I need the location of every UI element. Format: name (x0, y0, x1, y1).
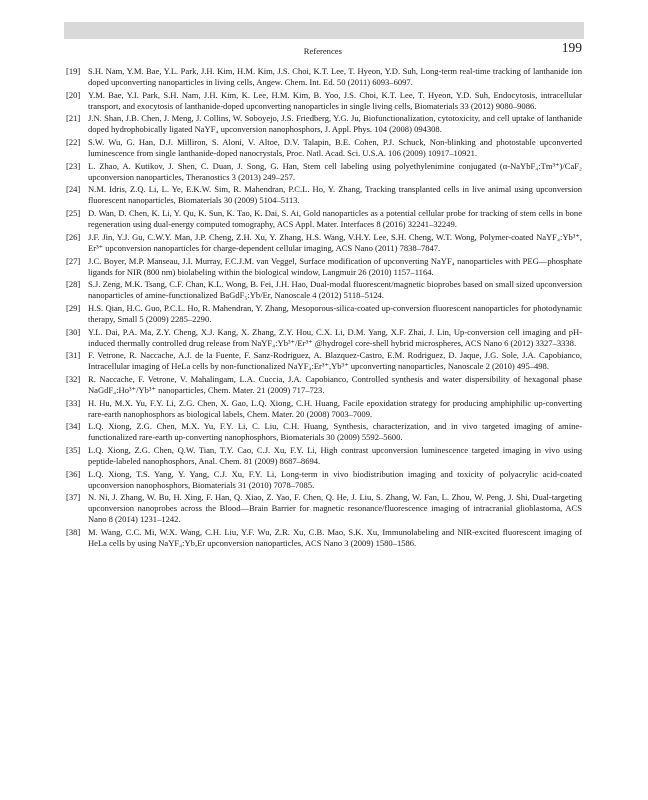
reference-entry (66, 421, 582, 443)
reference-text: L. Zhao, A. Kutikov, J. Shen, C. Duan, J. Song, G. Han, Stem cell labeling using polyethylenimine conjugated (α-NaYbF₄:Tm³⁺)/CaF₂ upconversion nanoparticles, Theranostics 3 (2013) 249–257. (88, 160, 582, 182)
reference-entry (66, 327, 582, 349)
reference-text: F. Vetrone, R. Naccache, A.J. de la Fuente, F. Sanz-Rodriguez, A. Blazquez-Castro, E.M. Rodriguez, D. Jaque, J.G. Sole, J.A. Capobianco, Intracellular imaging of HeLa cells by non-functionalized NaYF₄:Er³⁺,Yb³⁺ upconverting nanoparticles, Nanoscale 2 (2010) 495–498. (88, 350, 582, 372)
reference-entry (66, 90, 582, 112)
reference-number: [36] (66, 468, 81, 479)
reference-number: [21] (66, 113, 81, 124)
reference-text: H. Hu, M.X. Yu, F.Y. Li, Z.G. Chen, X. Gao, L.Q. Xiong, C.H. Huang, Facile epoxidation strategy for producing amphiphilic up-converting rare-earth nanophosphors as biological labels, Chem. Mater. 20 (2008) 7003–7009. (88, 397, 582, 419)
reference-number: [31] (66, 350, 81, 361)
reference-number: [29] (66, 302, 81, 313)
reference-entry (66, 398, 582, 420)
reference-entry (66, 527, 582, 549)
reference-list (66, 66, 582, 551)
reference-text: L.Q. Xiong, Z.G. Chen, Q.W. Tian, T.Y. Cao, C.J. Xu, F.Y. Li, High contrast upconversion luminescence targeted imaging in vivo using peptide-labeled nanophosphors, Anal. Chem. 81 (2009) 8687–8694. (88, 445, 582, 467)
reference-number: [25] (66, 208, 81, 219)
reference-text: L.Q. Xiong, T.S. Yang, Y. Yang, C.J. Xu, F.Y. Li, Long-term in vivo biodistribution imaging and toxicity of polyacrylic acid-coated upconversion nanophosphors, Biomaterials 31 (2010) 7078–7085. (88, 468, 582, 490)
reference-entry (66, 208, 582, 230)
reference-entry (66, 137, 582, 159)
reference-number: [26] (66, 231, 81, 242)
reference-number: [34] (66, 421, 81, 432)
reference-entry (66, 374, 582, 396)
reference-text: H.S. Qian, H.C. Guo, P.C.L. Ho, R. Mahendran, Y. Zhang, Mesoporous-silica-coated up-conversion fluorescent nanoparticles for photodynamic therapy, Small 5 (2009) 2285–2290. (88, 302, 582, 324)
reference-text: J.N. Shan, J.B. Chen, J. Meng, J. Collins, W. Soboyejo, J.S. Friedberg, Y.G. Ju, Biofunctionalization, cytotoxicity, and cell uptake of lanthanide doped hydrophobically ligated NaYF₄ upconversion nanophosphors, J. Appl. Phys. 104 (2008) 094308. (88, 113, 582, 135)
reference-text: L.Q. Xiong, Z.G. Chen, M.X. Yu, F.Y. Li, C. Liu, C.H. Huang, Synthesis, characterization, and in vivo targeted imaging of amine-functionalized rare-earth up-converting nanophosphors, Biomaterials 30 (2009) 5592–5600. (88, 421, 582, 443)
reference-entry (66, 113, 582, 135)
reference-text: M. Wang, C.C. Mi, W.X. Wang, C.H. Liu, Y.F. Wu, Z.R. Xu, C.B. Mao, S.K. Xu, Immunolabeling and NIR-excited fluorescent imaging of HeLa cells by using NaYF₄:Yb,Er upconversion nanoparticles, ACS Nano 3 (2009) 1580–1586. (88, 527, 582, 549)
reference-entry (66, 492, 582, 525)
reference-text: J.C. Boyer, M.P. Manseau, J.I. Murray, F.C.J.M. van Veggel, Surface modification of upconverting NaYF₄ nanoparticles with PEG—phosphate ligands for NIR (800 nm) biolabeling within the biological window, Langmuir 26 (2010) 1157–1164. (88, 255, 582, 277)
reference-text: R. Naccache, F. Vetrone, V. Mahalingam, L.A. Cuccia, J.A. Capobianco, Controlled synthesis and water dispersibility of hexagonal phase NaGdF₄:Ho³⁺/Yb³⁺ nanoparticles, Chem. Mater. 21 (2009) 717–723. (88, 373, 582, 395)
reference-text: Y.L. Dai, P.A. Ma, Z.Y. Cheng, X.J. Kang, X. Zhang, Z.Y. Hou, C.X. Li, D.M. Yang, X.F. Zhai, J. Lin, Up-conversion cell imaging and pH-induced thermally controlled drug release from NaYF₄:Yb³⁺/Er³⁺ @hydrogel core-shell hybrid microspheres, ACS Nano 6 (2012) 3327–3338. (88, 326, 582, 348)
reference-text: S.J. Zeng, M.K. Tsang, C.F. Chan, K.L. Wong, B. Fei, J.H. Hao, Dual-modal fluorescent/magnetic bioprobes based on small sized upconversion nanoparticles of amine-functionalized BaGdF₅:Yb/Er, Nanoscale 4 (2012) 5118–5124. (88, 279, 582, 301)
reference-number: [24] (66, 184, 81, 195)
reference-number: [35] (66, 445, 81, 455)
reference-text: J.F. Jin, Y.J. Gu, C.W.Y. Man, J.P. Cheng, Z.H. Xu, Y. Zhang, H.S. Wang, V.H.Y. Lee, S.H. Cheng, W.T. Wong, Polymer-coated NaYF₄:Yb³⁺, Er³⁺ upconversion nanoparticles for charge-dependent cellular imaging, ACS Nano (2011) 7838–7847. (88, 231, 582, 253)
running-header (64, 38, 584, 56)
reference-entry (66, 303, 582, 325)
reference-number: [33] (66, 397, 81, 408)
reference-entry (66, 66, 582, 88)
reference-number: [22] (66, 137, 81, 148)
reference-entry (66, 184, 582, 206)
reference-number: [20] (66, 89, 81, 100)
reference-text: N.M. Idris, Z.Q. Li, L. Ye, E.K.W. Sim, R. Mahendran, P.C.L. Ho, Y. Zhang, Tracking transplanted cells in live animal using upconversion fluorescent nanoparticles, Biomaterials 30 (2009) 5104–5113. (88, 184, 582, 206)
page-number: 199 (561, 40, 582, 55)
reference-number: [19] (66, 66, 81, 76)
reference-number: [23] (66, 160, 81, 171)
reference-text: N. Ni, J. Zhang, W. Bu, H. Xing, F. Han, Q. Xiao, Z. Yao, F. Chen, Q. He, J. Liu, S. Zhang, W. Fan, L. Zhou, W. Peng, J. Shi, Dual-targeting upconversion nanoprobes across the Blood—Brain Barrier for magnetic resonance/fluorescence imaging of intracranial glioblastoma, ACS Nano 8 (2014) 1231–1242. (88, 492, 582, 525)
reference-number: [32] (66, 373, 81, 384)
reference-number: [38] (66, 527, 81, 538)
reference-number: [28] (66, 279, 81, 290)
running-title: References (303, 46, 342, 56)
reference-entry (66, 256, 582, 278)
reference-entry (66, 445, 582, 467)
reference-entry (66, 161, 582, 183)
reference-number: [27] (66, 255, 81, 266)
reference-number: [30] (66, 326, 81, 337)
reference-entry (66, 279, 582, 301)
reference-text: D. Wan, D. Chen, K. Li, Y. Qu, K. Sun, K. Tao, K. Dai, S. Ai, Gold nanoparticles as a potential cellular probe for tracking of stem cells in bone regeneration using dual-energy computed tomography, ACS Appl. Mater. Interfaces 8 (2016) 32241–32249. (88, 208, 582, 230)
reference-text: Y.M. Bae, Y.I. Park, S.H. Nam, J.H. Kim, K. Lee, H.M. Kim, B. Yoo, J.S. Choi, K.T. Lee, T. Hyeon, Y.D. Suh, Endocytosis, intracellular transport, and exocytosis of lanthanide-doped upconverting nanoparticles in single living cells, Biomaterials 33 (2012) 9080–9086. (88, 89, 582, 111)
reference-number: [37] (66, 492, 81, 503)
reference-entry (66, 350, 582, 372)
reference-text: S.W. Wu, G. Han, D.J. Milliron, S. Aloni, V. Altoe, D.V. Talapin, B.E. Cohen, P.J. Schuck, Non-blinking and photostable upconverted luminescence from single lanthanide-doped nanocrystals, Proc. Natl. Acad. Sci. U.S.A. 106 (2009) 10917–10921. (88, 137, 582, 159)
reference-entry (66, 469, 582, 491)
reference-entry (66, 232, 582, 254)
header-bar (64, 22, 584, 39)
reference-text: S.H. Nam, Y.M. Bae, Y.L. Park, J.H. Kim, H.M. Kim, J.S. Choi, K.T. Lee, T. Hyeon, Y.D. Suh, Long-term real-time tracking of lanthanide ion doped upconverting nanoparticles in living cells, Angew. Chem. Int. Ed. 50 (2011) 6093–6097. (88, 66, 582, 88)
